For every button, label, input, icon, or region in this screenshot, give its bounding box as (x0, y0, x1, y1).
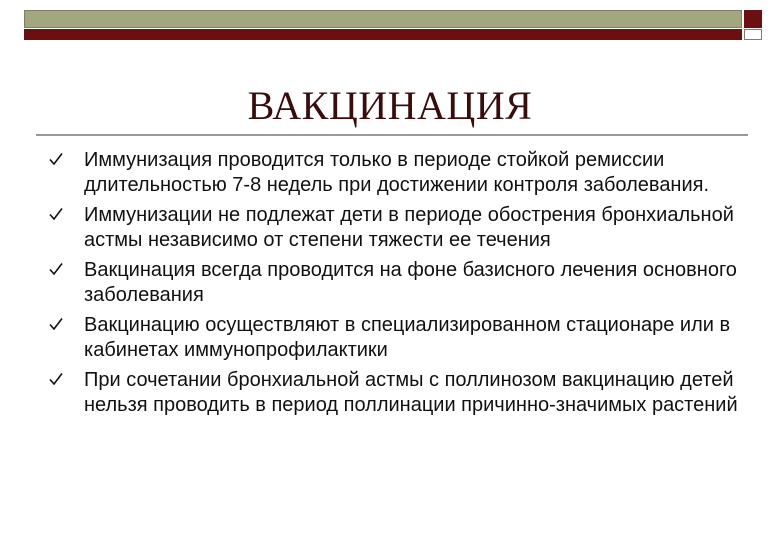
bullet-text: Вакцинацию осуществляют в специализированном стационаре или в кабинетах иммунопрофилактики (84, 314, 731, 361)
checkmark-icon (48, 316, 64, 332)
header-square-maroon (744, 10, 762, 28)
checkmark-icon (48, 206, 64, 222)
bullet-item (48, 148, 748, 198)
header-band-olive (24, 10, 742, 28)
header-band-maroon (24, 29, 742, 40)
checkmark-icon (48, 261, 64, 277)
checkmark-icon (48, 371, 64, 387)
bullet-item (48, 203, 748, 253)
checkmark-icon (48, 151, 64, 167)
bullet-text: Иммунизация проводится только в периоде стойкой ремиссии длительностью 7-8 недель при достижении контроля заболевания. (84, 149, 710, 196)
slide-title: ВАКЦИНАЦИЯ (247, 83, 533, 128)
bullet-text: Вакцинация всегда проводится на фоне базисного лечения основного заболевания (84, 259, 737, 306)
bullet-text: Иммунизации не подлежат дети в периоде обострения бронхиальной астмы независимо от степени тяжести ее течения (84, 204, 734, 251)
bullet-item (48, 313, 748, 363)
bullet-list (48, 148, 748, 423)
bullet-item (48, 258, 748, 308)
header-square-white (744, 29, 762, 40)
title-divider (36, 134, 748, 136)
bullet-item (48, 368, 748, 418)
bullet-text: При сочетании бронхиальной астмы с поллинозом вакцинацию детей нельзя проводить в период поллинации причинно-значимых растений (84, 369, 738, 416)
